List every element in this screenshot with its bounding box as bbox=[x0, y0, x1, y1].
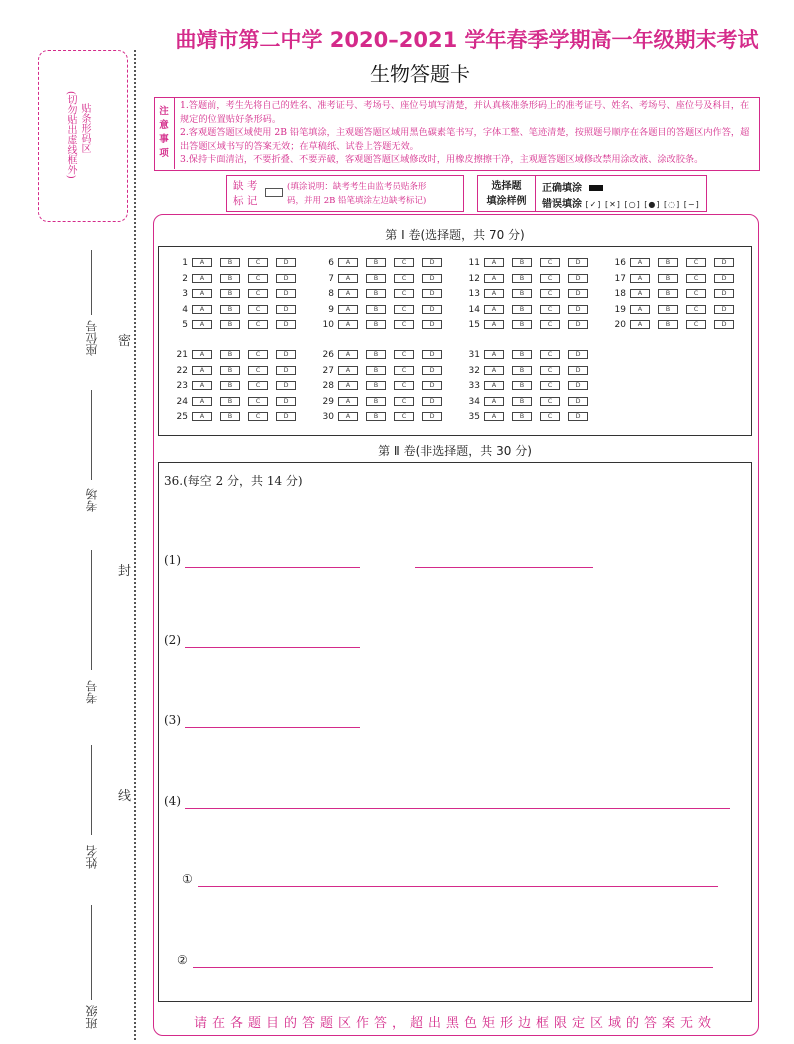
mc-question-35 bbox=[464, 412, 596, 422]
option-bubble-d[interactable]: D bbox=[276, 397, 296, 406]
part-4-blank[interactable] bbox=[185, 808, 730, 809]
option-bubble-d[interactable]: D bbox=[568, 289, 588, 298]
barcode-area bbox=[38, 50, 128, 222]
option-bubble-a[interactable]: A bbox=[192, 366, 212, 375]
option-bubble-d[interactable]: D bbox=[568, 305, 588, 314]
question-number: 12 bbox=[468, 273, 480, 284]
option-bubble-d[interactable]: D bbox=[714, 305, 734, 314]
mc-question-30 bbox=[318, 412, 450, 422]
option-bubble-b[interactable]: B bbox=[366, 320, 386, 329]
option-bubble-a[interactable]: A bbox=[192, 274, 212, 283]
option-bubble-c[interactable]: C bbox=[248, 366, 268, 375]
q36-heading: 36.(每空 2 分，共 14 分) bbox=[164, 474, 303, 488]
seal-char-mi: 密 bbox=[118, 334, 132, 349]
side-field-room-line bbox=[91, 390, 92, 480]
option-bubble-c[interactable]: C bbox=[394, 381, 414, 390]
option-bubble-c[interactable]: C bbox=[540, 397, 560, 406]
option-bubble-a[interactable]: A bbox=[192, 397, 212, 406]
question-number: 29 bbox=[322, 396, 334, 407]
mc-question-18 bbox=[610, 289, 742, 299]
option-bubble-d[interactable]: D bbox=[422, 350, 442, 359]
option-bubble-b[interactable]: B bbox=[366, 289, 386, 298]
option-bubble-a[interactable]: A bbox=[192, 305, 212, 314]
footer-warning: 请在各题目的答题区作答，超出黑色矩形边框限定区域的答案无效 bbox=[193, 1016, 716, 1031]
seal-char-xian: 线 bbox=[118, 789, 132, 804]
correct-fill-label: 正确填涂 bbox=[542, 183, 582, 194]
option-bubble-a[interactable]: A bbox=[630, 289, 650, 298]
option-bubble-d[interactable]: D bbox=[714, 320, 734, 329]
mc-question-26 bbox=[318, 350, 450, 360]
option-bubble-b[interactable]: B bbox=[220, 397, 240, 406]
mc-question-4 bbox=[172, 305, 304, 315]
mc-question-22 bbox=[172, 366, 304, 376]
question-number: 20 bbox=[614, 320, 626, 330]
notice-item: 1.答题前，考生先将自己的姓名、准考证号、考场号、座位号填写清楚，并认真核准条形码上的准考证号、姓名、考场号、座位号及科目，在规定的位置贴好条形码。 bbox=[180, 100, 750, 125]
option-bubble-a[interactable]: A bbox=[484, 412, 504, 421]
option-bubble-a[interactable]: A bbox=[338, 381, 358, 390]
option-bubble-a[interactable]: A bbox=[338, 305, 358, 314]
option-bubble-d[interactable]: D bbox=[422, 397, 442, 406]
option-bubble-d[interactable]: D bbox=[422, 366, 442, 375]
mc-question-17 bbox=[610, 274, 742, 284]
side-field-exam-no-line bbox=[91, 550, 92, 670]
option-bubble-a[interactable]: A bbox=[484, 397, 504, 406]
side-field-room: 考场 bbox=[85, 488, 99, 512]
mc-question-7 bbox=[318, 274, 450, 284]
option-bubble-d[interactable]: D bbox=[714, 274, 734, 283]
question-number: 13 bbox=[468, 289, 480, 299]
option-bubble-c[interactable]: C bbox=[394, 412, 414, 421]
question-number: 23 bbox=[176, 381, 188, 391]
option-bubble-b[interactable]: B bbox=[512, 320, 532, 329]
question-number: 2 bbox=[182, 273, 188, 284]
option-bubble-c[interactable]: C bbox=[540, 274, 560, 283]
option-bubble-b[interactable]: B bbox=[366, 350, 386, 359]
part-3-blank[interactable] bbox=[185, 727, 360, 728]
side-field-name-line bbox=[91, 745, 92, 835]
wrong-fill-label: 错误填涂 bbox=[542, 199, 582, 210]
option-bubble-c[interactable]: C bbox=[394, 258, 414, 267]
option-bubble-a[interactable]: A bbox=[484, 289, 504, 298]
option-bubble-b[interactable]: B bbox=[220, 258, 240, 267]
option-bubble-c[interactable]: C bbox=[686, 320, 706, 329]
mc-question-11 bbox=[464, 258, 596, 268]
question-number: 7 bbox=[328, 273, 334, 284]
option-bubble-d[interactable]: D bbox=[422, 381, 442, 390]
option-bubble-c[interactable]: C bbox=[686, 289, 706, 298]
correct-fill-mark bbox=[589, 185, 603, 191]
notice-item: 2.客观题答题区域使用 2B 铅笔填涂，主观题答题区域用黑色碳素笔书写，字体工整、笔迹清楚，按照题号顺序在各题目的答题区内作答，超出答题区域书写的答案无效；在草稿纸、试卷上答题无效。 bbox=[180, 127, 750, 152]
question-number: 34 bbox=[468, 396, 480, 407]
question-number: 21 bbox=[176, 350, 188, 360]
option-bubble-a[interactable]: A bbox=[192, 289, 212, 298]
part-4-label: (4) bbox=[164, 794, 181, 808]
option-bubble-d[interactable]: D bbox=[422, 274, 442, 283]
question-number: 16 bbox=[614, 258, 626, 268]
question-number: 8 bbox=[328, 289, 334, 299]
section2-box bbox=[158, 462, 752, 1002]
option-bubble-d[interactable]: D bbox=[276, 381, 296, 390]
option-bubble-d[interactable]: D bbox=[568, 397, 588, 406]
option-bubble-c[interactable]: C bbox=[248, 274, 268, 283]
binding-line bbox=[134, 50, 136, 1040]
question-number: 22 bbox=[176, 365, 188, 376]
question-number: 4 bbox=[182, 304, 188, 315]
question-number: 18 bbox=[614, 289, 626, 299]
option-bubble-c[interactable]: C bbox=[248, 320, 268, 329]
option-bubble-a[interactable]: A bbox=[630, 305, 650, 314]
option-bubble-d[interactable]: D bbox=[714, 289, 734, 298]
seal-char-feng: 封 bbox=[118, 564, 132, 579]
option-bubble-c[interactable]: C bbox=[394, 397, 414, 406]
option-bubble-b[interactable]: B bbox=[512, 289, 532, 298]
option-bubble-d[interactable]: D bbox=[276, 350, 296, 359]
question-number: 30 bbox=[322, 412, 334, 422]
option-bubble-b[interactable]: B bbox=[658, 320, 678, 329]
option-bubble-a[interactable]: A bbox=[484, 366, 504, 375]
mc-question-2 bbox=[172, 274, 304, 284]
option-bubble-b[interactable]: B bbox=[366, 366, 386, 375]
question-number: 10 bbox=[322, 320, 334, 330]
question-number: 28 bbox=[322, 381, 334, 391]
mc-question-28 bbox=[318, 381, 450, 391]
side-field-class: 班级 bbox=[85, 1005, 99, 1029]
option-bubble-b[interactable]: B bbox=[366, 381, 386, 390]
question-number: 9 bbox=[328, 304, 334, 315]
side-field-seat-line bbox=[91, 250, 92, 315]
option-bubble-c[interactable]: C bbox=[540, 320, 560, 329]
question-number: 6 bbox=[328, 258, 334, 268]
option-bubble-a[interactable]: A bbox=[338, 320, 358, 329]
part-2-label: (2) bbox=[164, 633, 181, 647]
option-bubble-a[interactable]: A bbox=[192, 412, 212, 421]
option-bubble-d[interactable]: D bbox=[276, 412, 296, 421]
option-bubble-c[interactable]: C bbox=[686, 305, 706, 314]
option-bubble-a[interactable]: A bbox=[338, 366, 358, 375]
option-bubble-c[interactable]: C bbox=[248, 289, 268, 298]
section1-title: 第 Ⅰ 卷(选择题，共 70 分) bbox=[385, 228, 525, 242]
option-bubble-b[interactable]: B bbox=[366, 274, 386, 283]
part-1-label: (1) bbox=[164, 553, 181, 567]
option-bubble-c[interactable]: C bbox=[248, 305, 268, 314]
option-bubble-b[interactable]: B bbox=[512, 258, 532, 267]
side-field-class-line bbox=[91, 905, 92, 1000]
option-bubble-a[interactable]: A bbox=[338, 289, 358, 298]
option-bubble-b[interactable]: B bbox=[366, 397, 386, 406]
option-bubble-d[interactable]: D bbox=[568, 320, 588, 329]
option-bubble-d[interactable]: D bbox=[568, 366, 588, 375]
option-bubble-a[interactable]: A bbox=[338, 412, 358, 421]
option-bubble-b[interactable]: B bbox=[220, 412, 240, 421]
option-bubble-b[interactable]: B bbox=[366, 305, 386, 314]
page-title: 曲靖市第二中学 2020–2021 学年春季学期高一年级期末考试 bbox=[175, 28, 759, 52]
option-bubble-c[interactable]: C bbox=[540, 258, 560, 267]
option-bubble-a[interactable]: A bbox=[484, 320, 504, 329]
part-4-sub2-label: ② bbox=[177, 953, 188, 967]
question-number: 17 bbox=[614, 273, 626, 284]
option-bubble-c[interactable]: C bbox=[540, 412, 560, 421]
option-bubble-d[interactable]: D bbox=[422, 258, 442, 267]
option-bubble-c[interactable]: C bbox=[686, 258, 706, 267]
option-bubble-b[interactable]: B bbox=[512, 412, 532, 421]
mc-question-10 bbox=[318, 320, 450, 330]
option-bubble-b[interactable]: B bbox=[220, 274, 240, 283]
option-bubble-c[interactable]: C bbox=[248, 397, 268, 406]
question-number: 33 bbox=[468, 381, 480, 391]
part-2-blank[interactable] bbox=[185, 647, 360, 648]
option-bubble-c[interactable]: C bbox=[540, 289, 560, 298]
option-bubble-c[interactable]: C bbox=[394, 366, 414, 375]
option-bubble-a[interactable]: A bbox=[192, 350, 212, 359]
notice-body bbox=[180, 99, 755, 167]
mc-question-5 bbox=[172, 320, 304, 330]
option-bubble-c[interactable]: C bbox=[394, 350, 414, 359]
option-bubble-a[interactable]: A bbox=[338, 397, 358, 406]
question-number: 25 bbox=[176, 412, 188, 422]
option-bubble-d[interactable]: D bbox=[422, 289, 442, 298]
option-bubble-a[interactable]: A bbox=[192, 381, 212, 390]
option-bubble-a[interactable]: A bbox=[484, 350, 504, 359]
option-bubble-b[interactable]: B bbox=[220, 289, 240, 298]
barcode-label: 贴条形码区 bbox=[79, 103, 90, 153]
mc-question-16 bbox=[610, 258, 742, 268]
option-bubble-b[interactable]: B bbox=[220, 320, 240, 329]
option-bubble-a[interactable]: A bbox=[338, 274, 358, 283]
mc-question-23 bbox=[172, 381, 304, 391]
mc-question-15 bbox=[464, 320, 596, 330]
option-bubble-b[interactable]: B bbox=[658, 258, 678, 267]
option-bubble-b[interactable]: B bbox=[366, 258, 386, 267]
part-4-sub1-label: ① bbox=[182, 872, 193, 886]
option-bubble-c[interactable]: C bbox=[248, 412, 268, 421]
mc-question-13 bbox=[464, 289, 596, 299]
mc-question-9 bbox=[318, 305, 450, 315]
option-bubble-d[interactable]: D bbox=[276, 274, 296, 283]
option-bubble-a[interactable]: A bbox=[338, 258, 358, 267]
question-number: 32 bbox=[468, 365, 480, 376]
question-number: 27 bbox=[322, 365, 334, 376]
question-number: 26 bbox=[322, 350, 334, 360]
question-number: 14 bbox=[468, 304, 480, 315]
option-bubble-b[interactable]: B bbox=[220, 305, 240, 314]
option-bubble-d[interactable]: D bbox=[568, 350, 588, 359]
option-bubble-c[interactable]: C bbox=[540, 350, 560, 359]
option-bubble-c[interactable]: C bbox=[540, 381, 560, 390]
option-bubble-a[interactable]: A bbox=[192, 320, 212, 329]
option-bubble-c[interactable]: C bbox=[394, 305, 414, 314]
option-bubble-d[interactable]: D bbox=[422, 305, 442, 314]
option-bubble-b[interactable]: B bbox=[366, 412, 386, 421]
option-bubble-b[interactable]: B bbox=[512, 350, 532, 359]
absent-checkbox[interactable] bbox=[265, 188, 283, 197]
option-bubble-a[interactable]: A bbox=[192, 258, 212, 267]
part-3-label: (3) bbox=[164, 713, 181, 727]
option-bubble-d[interactable]: D bbox=[276, 320, 296, 329]
option-bubble-d[interactable]: D bbox=[276, 366, 296, 375]
option-bubble-b[interactable]: B bbox=[658, 305, 678, 314]
fill-sample-box: 选择题 填涂样例 正确填涂 错误填涂 [✓] [✕] [○] [●] [◌] [−] bbox=[477, 175, 707, 212]
option-bubble-b[interactable]: B bbox=[658, 274, 678, 283]
mc-question-29 bbox=[318, 397, 450, 407]
option-bubble-c[interactable]: C bbox=[248, 350, 268, 359]
absent-mark-box: 缺 考 标 记 (填涂说明：缺考考生由监考员贴条形 码，并用 2B 铅笔填涂左边缺考标记) bbox=[226, 175, 464, 212]
option-bubble-d[interactable]: D bbox=[568, 381, 588, 390]
mc-question-1 bbox=[172, 258, 304, 268]
option-bubble-c[interactable]: C bbox=[540, 305, 560, 314]
option-bubble-b[interactable]: B bbox=[658, 289, 678, 298]
part-1-blank-a[interactable] bbox=[185, 567, 360, 568]
part-4-sub2-blank[interactable] bbox=[193, 967, 713, 968]
option-bubble-a[interactable]: A bbox=[630, 274, 650, 283]
option-bubble-b[interactable]: B bbox=[220, 366, 240, 375]
wrong-fill-marks: [✓] [✕] [○] [●] [◌] [−] bbox=[585, 200, 700, 209]
option-bubble-c[interactable]: C bbox=[248, 381, 268, 390]
section2-title: 第 Ⅱ 卷(非选择题，共 30 分) bbox=[378, 444, 532, 458]
option-bubble-b[interactable]: B bbox=[220, 350, 240, 359]
mc-question-19 bbox=[610, 305, 742, 315]
question-number: 5 bbox=[182, 320, 188, 330]
option-bubble-a[interactable]: A bbox=[630, 320, 650, 329]
option-bubble-b[interactable]: B bbox=[220, 381, 240, 390]
mc-question-24 bbox=[172, 397, 304, 407]
question-number: 24 bbox=[176, 396, 188, 407]
mc-question-31 bbox=[464, 350, 596, 360]
option-bubble-d[interactable]: D bbox=[276, 258, 296, 267]
page-subtitle: 生物答题卡 bbox=[370, 62, 470, 86]
option-bubble-a[interactable]: A bbox=[484, 305, 504, 314]
notice-item: 3.保持卡面清洁，不要折叠、不要弄破，客观题答题区域修改时，用橡皮擦擦干净，主观题答题区域修改禁用涂改液、涂改胶条。 bbox=[180, 154, 704, 165]
option-bubble-b[interactable]: B bbox=[512, 381, 532, 390]
part-1-blank-b[interactable] bbox=[415, 567, 593, 568]
option-bubble-c[interactable]: C bbox=[540, 366, 560, 375]
option-bubble-c[interactable]: C bbox=[394, 289, 414, 298]
option-bubble-b[interactable]: B bbox=[512, 305, 532, 314]
option-bubble-b[interactable]: B bbox=[512, 274, 532, 283]
mc-question-8 bbox=[318, 289, 450, 299]
option-bubble-c[interactable]: C bbox=[248, 258, 268, 267]
question-number: 11 bbox=[468, 258, 480, 268]
mc-question-21 bbox=[172, 350, 304, 360]
question-number: 15 bbox=[468, 320, 480, 330]
option-bubble-d[interactable]: D bbox=[568, 258, 588, 267]
option-bubble-c[interactable]: C bbox=[394, 320, 414, 329]
option-bubble-c[interactable]: C bbox=[686, 274, 706, 283]
side-field-exam-no: 考号 bbox=[85, 680, 99, 704]
mc-question-12 bbox=[464, 274, 596, 284]
option-bubble-d[interactable]: D bbox=[568, 274, 588, 283]
part-4-sub1-blank[interactable] bbox=[198, 886, 718, 887]
mc-question-27 bbox=[318, 366, 450, 376]
mc-question-25 bbox=[172, 412, 304, 422]
option-bubble-d[interactable]: D bbox=[714, 258, 734, 267]
mc-question-33 bbox=[464, 381, 596, 391]
option-bubble-c[interactable]: C bbox=[394, 274, 414, 283]
option-bubble-a[interactable]: A bbox=[484, 274, 504, 283]
option-bubble-d[interactable]: D bbox=[276, 289, 296, 298]
side-field-name: 姓名 bbox=[85, 845, 99, 869]
option-bubble-d[interactable]: D bbox=[422, 412, 442, 421]
option-bubble-a[interactable]: A bbox=[484, 381, 504, 390]
mc-question-14 bbox=[464, 305, 596, 315]
notice-heading: 注 意 事 项 bbox=[154, 97, 175, 169]
option-bubble-d[interactable]: D bbox=[422, 320, 442, 329]
mc-question-34 bbox=[464, 397, 596, 407]
question-number: 35 bbox=[468, 412, 480, 422]
option-bubble-b[interactable]: B bbox=[512, 397, 532, 406]
barcode-hint: (切勿贴出虚线框外) bbox=[65, 91, 76, 179]
mc-question-6 bbox=[318, 258, 450, 268]
mc-question-3 bbox=[172, 289, 304, 299]
option-bubble-a[interactable]: A bbox=[630, 258, 650, 267]
option-bubble-d[interactable]: D bbox=[276, 305, 296, 314]
question-number: 19 bbox=[614, 304, 626, 315]
question-number: 1 bbox=[182, 258, 188, 268]
mc-question-32 bbox=[464, 366, 596, 376]
option-bubble-d[interactable]: D bbox=[568, 412, 588, 421]
option-bubble-a[interactable]: A bbox=[338, 350, 358, 359]
option-bubble-a[interactable]: A bbox=[484, 258, 504, 267]
question-number: 3 bbox=[182, 289, 188, 299]
question-number: 31 bbox=[468, 350, 480, 360]
side-field-seat: 座位号 bbox=[85, 320, 99, 356]
option-bubble-b[interactable]: B bbox=[512, 366, 532, 375]
mc-question-20 bbox=[610, 320, 742, 330]
